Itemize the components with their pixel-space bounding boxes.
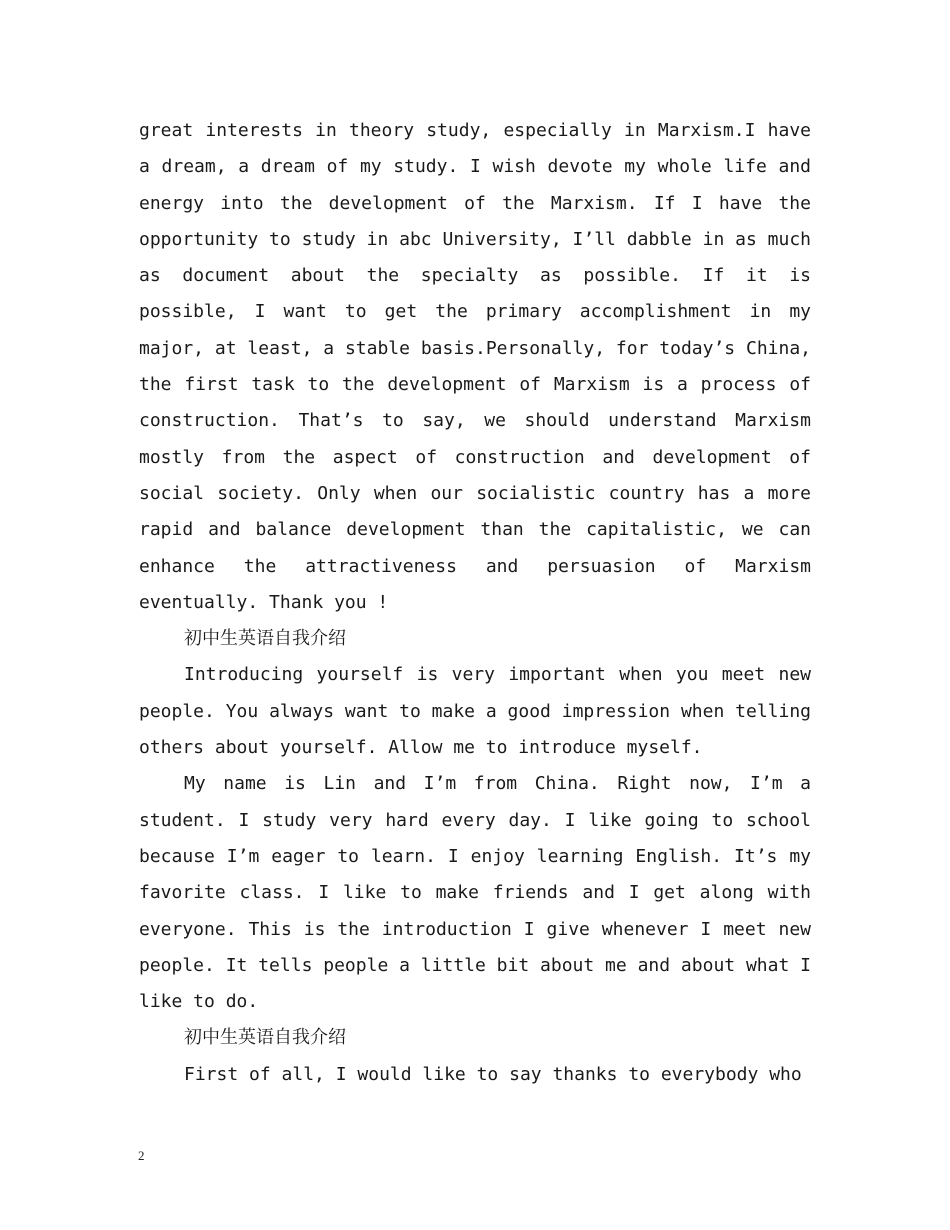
document-body — [139, 113, 811, 1093]
paragraph-first-of-all: First of all, I would like to say thanks to everybody who — [184, 1063, 802, 1085]
page-number: 2 — [138, 1148, 145, 1163]
paragraph-marxism-study: great interests in theory study, especially in Marxism.I have a dream, a dream of my study. I wish devote my whole life and energy into the development of the Marxism. If I have the opportunity to study in abc University, I’ll dabble in as much as document about the specialty as possible. If it is possible, I want to get the primary accomplishment in my major, at least, a stable basis.Personally, for today’s China, the first task to the development of Marxism is a process of construction. That’s to say, we should understand Marxism mostly from the aspect of construction and development of social society. Only when our socialistic country has a more rapid and balance development than the capitalistic, we can enhance the attractiveness and persuasion of Marxism eventually. Thank you ! — [139, 120, 811, 613]
section-heading-self-introduction-2: 初中生英语自我介绍 — [184, 1027, 346, 1049]
section-heading-self-introduction: 初中生英语自我介绍 — [184, 628, 346, 650]
paragraph-introducing-yourself: Introducing yourself is very important when you meet new people. You always want to make a good impression when telling others about yourself. Allow me to introduce myself. — [139, 664, 811, 759]
paragraph-my-name-is-lin: My name is Lin and I’m from China. Right now, I’m a student. I study very hard every day. I like going to school because I’m eager to learn. I enjoy learning English. It’s my favorite class. I like to make friends and I get along with everyone. This is the introduction I give whenever I meet new people. It tells people a little bit about me and about what I like to do. — [139, 773, 811, 1013]
